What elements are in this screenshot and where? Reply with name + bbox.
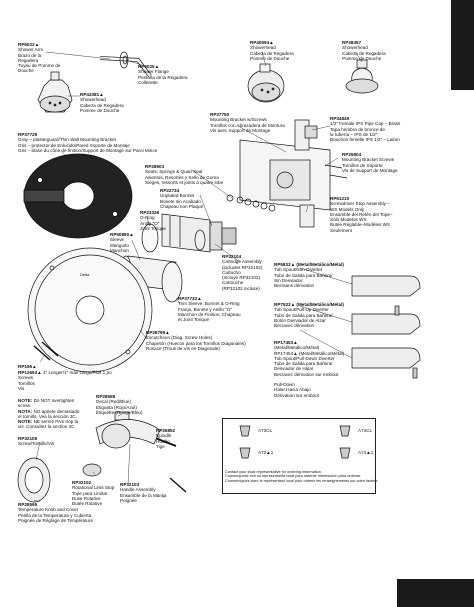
part-number: RP25804	[342, 152, 362, 157]
part-number: RP34849	[330, 116, 350, 121]
part-number: RP17453▲	[274, 340, 298, 345]
label-rp6023	[18, 42, 60, 74]
label-rp28795	[146, 330, 246, 351]
label-rp37729	[18, 132, 157, 153]
part-description: 1" Longer/1" más Largo/Plus 1 po Screws Tornillos Vis	[18, 370, 112, 391]
escutcheon-part	[28, 248, 152, 372]
label-pulldown	[274, 382, 319, 398]
part-number: RP196▲	[18, 364, 37, 369]
part-number: RP26852	[156, 428, 176, 433]
part-number: RP28595	[18, 502, 38, 507]
overtighten-note	[18, 398, 79, 430]
part-number: RP28603	[145, 164, 165, 169]
part-number: RP28598	[96, 394, 116, 399]
part-description: Shower Arm Brazo de la Regadera Tuyau de Pomme de Douche	[18, 47, 61, 74]
label-rp32105	[18, 436, 54, 447]
label-rp34849	[330, 116, 400, 142]
note-text: Do NOT overtighten screw.	[18, 398, 75, 409]
part-description: Handle Assembly Ensamble de la Manija Poignée	[120, 487, 167, 503]
part-number: RP61210	[330, 196, 350, 201]
label-rp5833	[274, 262, 344, 288]
part-number: RP37732▲	[178, 296, 202, 301]
plasterguard-bracket-part	[24, 154, 132, 238]
part-number: RP22734	[160, 188, 180, 193]
part-description: Gray – plasterguard/Thin Wall Mounting Bracket Gris – protector de Enlucido/Pared Soporte de Montaje Gris – blase du cône de finition/Support de Montage sur Paroi Mince	[18, 137, 158, 153]
part-description: Trim Sleeve, Bonnet & O-Ring Franja, Bonete y Anillo "O" Manchon de Finition, Chapeau et Joint Torique	[178, 301, 241, 323]
label-rp61210	[330, 196, 392, 233]
part-description: Showerhead Cabeza de Regadera Pomme de Douche	[250, 45, 294, 61]
label-rp28603	[145, 164, 223, 185]
pipe-cap-part	[305, 126, 317, 138]
label-rp37750	[210, 112, 285, 133]
part-description: (Metal/Metálico/Métal) RP17454▲ (Metal/Metálico/Métal) Tub Spout/Pull-Down Diverter Tubo de Salida para Bañera/ Desviador de Halar Bec/avec dérivation sur embout	[274, 345, 345, 377]
label-rp6025	[138, 64, 188, 85]
section-tab-top	[451, 0, 474, 90]
part-number: RP32105	[18, 436, 38, 441]
part-description: Tub Spout/Pull-Up Diverter Tubo de Salida para Bañera/ Botón Desviador de Alzar Bec/avec dérivation	[274, 307, 333, 329]
label-rp26852	[156, 428, 175, 449]
label-rp50880	[110, 232, 134, 253]
part-description: Screwdriver Stop Assembly – WS Models Only Ensamble del Retén del Tope– Sólo Modelos WS Butée Réglable–Modèles WS Seulement	[330, 201, 393, 233]
note-text: NO apriete demasiado el tornillo. Vea la sección 3C.	[18, 408, 80, 419]
tub-spout-pull-down-part	[352, 348, 420, 378]
label-rp7533	[274, 302, 344, 328]
showerhead-middle-part	[248, 64, 284, 102]
part-description: Showerhead Cabeza de Regadera Pomme de Douche	[80, 97, 124, 113]
part-description: 1/2" Female IPS Pipe Cap – Brass Tapa hembra de bronce de la tubería – IPS de 1/2" Bouchon femelle IPS 1/2" – Laiton	[330, 121, 401, 143]
rotational-limit-stop-part	[83, 464, 101, 476]
part-description: Screw/Tornillo/Vis	[18, 441, 55, 447]
part-number: RP50880▲	[110, 232, 134, 237]
showerhead-left-part	[38, 72, 72, 112]
showerhead-right-part	[346, 60, 378, 93]
cap-label: A74CL	[358, 428, 373, 433]
part-number: RP32103	[120, 482, 140, 487]
part-description: O-Ring Anillo "O" Joint Torique	[140, 215, 166, 231]
part-number: RP23336	[140, 210, 160, 215]
part-description: Shower Flange Pestaña de la Regadera Collerette	[138, 69, 188, 85]
part-number: RP40594▲	[250, 40, 274, 45]
label-rp23336	[140, 210, 166, 231]
part-number: RP28795▲	[146, 330, 170, 335]
ordering-info-text: Contact your local representative for ordering information. Comuníquese con su representante local para obtener información para ordenar. Communiquez avec le représentant local pour obtenir les renseignements sur votre facteur	[225, 470, 378, 483]
label-rp17453	[274, 340, 344, 377]
part-description: Tub Spout/Non-Diverter Tubo de Salida para Bañera/ Sin Desviador Bec/sans dérivation	[274, 267, 333, 289]
label-rp32104	[222, 254, 262, 291]
part-description: Unplated Bonnet Bonete sin Acabado Chapeau non Plaqué	[160, 193, 204, 209]
tub-spout-non-diverter-part	[352, 276, 420, 296]
part-description: Seats, Springs & Quad Seal Asientos, Resortes y Sello de Goma Sièges, ressorts et joints à quatre lobe	[145, 169, 224, 185]
part-description: Rotational Limit Stop Tope para Limitar Buse Rotative Butée Rotative	[72, 485, 115, 507]
part-number: RP37750	[210, 112, 230, 117]
part-number: RP12653▲	[18, 370, 42, 375]
part-number: RP38357	[342, 40, 362, 45]
label-rp37732	[178, 296, 241, 322]
label-rp32103	[120, 482, 166, 503]
part-number: RP32104	[222, 254, 242, 259]
note-label: NOTA:	[18, 408, 33, 414]
label-rp43381	[80, 92, 124, 113]
part-number: RP6025▲	[138, 64, 160, 69]
label-rp28595	[18, 502, 93, 523]
cap-label: A72▲1	[258, 450, 274, 455]
handle-part	[96, 419, 160, 448]
part-description: Cartridge Assembly (includes RP32102) Cartucho (Incluye RP32102) Cartouche (RP32102 incluse)	[222, 259, 263, 291]
part-description: Showerhead Cabeza de Regadera Pomme de Douche	[342, 45, 386, 61]
part-number: RP5833▲ (Metal/Metálico/Métal)	[274, 262, 344, 267]
note-label: NOTE:	[18, 398, 33, 403]
tub-spout-pull-up-part	[352, 306, 420, 334]
part-number: RP6023▲	[18, 42, 40, 47]
label-rp25804	[342, 152, 398, 173]
part-number: RP37729	[18, 132, 38, 137]
part-description: Mounting Bracket Screws Tornillos de Soporte Vis de Support de Montage	[342, 157, 398, 173]
cap-label: A74▲1	[358, 450, 374, 455]
label-rp40594	[250, 40, 294, 61]
label-rp28598	[96, 394, 142, 415]
screw-part	[170, 478, 186, 492]
cap-label: A72CL	[258, 428, 273, 433]
note-text: NE serrez PAS trop la vis. Consultez la section 3C.	[18, 419, 79, 430]
temperature-knob-part	[18, 458, 50, 502]
section-tab-bottom	[397, 579, 474, 607]
part-number: RP43381▲	[80, 92, 104, 97]
cartridge-part	[162, 214, 236, 252]
label-rp12653	[18, 370, 112, 391]
part-description: Sleeve Manguito Manchon	[110, 237, 129, 253]
part-description: Pull-Down Halar Hacia Abajo Dérivation sur embout	[274, 382, 319, 398]
part-description: Temperature Knob and Cover Perilla de la Temperatura y Cubierta Poignée de Réglage de Température	[18, 507, 93, 523]
part-description: Decal (Red/Blue) Etiqueta (Rojo/Azul) Étiquette (Rouge/Bleu)	[96, 399, 143, 415]
part-description: Escutcheon (Diag. Screw Holes) Chapetón (Huecos para los Tornillos Diagonales) Rosace (Trous de Vis en Diagonale)	[146, 335, 246, 351]
label-rp22734	[160, 188, 203, 209]
part-number: RP32102	[72, 480, 92, 485]
label-rp196	[18, 364, 37, 369]
part-description: Mounting Bracket w/Screws Tornillos con Abrazadera de Montura Vis avec Support de Montage	[210, 117, 285, 133]
label-rp38357	[342, 40, 386, 61]
note-label: NOTE:	[18, 419, 33, 425]
svg-text:Delta: Delta	[80, 272, 90, 277]
part-description: Spindle Husillo Tige	[156, 433, 172, 449]
part-number: RP7533▲ (Metal/Metálico/Métal)	[274, 302, 344, 307]
